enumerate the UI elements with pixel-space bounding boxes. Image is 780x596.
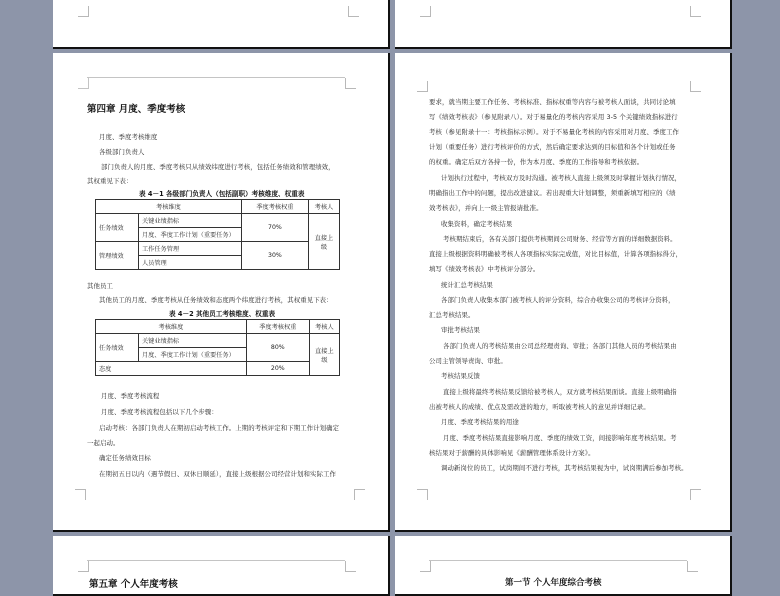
page-section-1 bbox=[395, 536, 732, 596]
table-other-staff bbox=[95, 319, 340, 376]
paragraph: 考核（参见附录十一：考核指标示例）。对于不易量化考核的内容采用对月度、季度工作 bbox=[429, 128, 679, 136]
page-top-right bbox=[395, 0, 732, 49]
paragraph: 审批考核结果 bbox=[441, 326, 480, 334]
table-cell: 20% bbox=[246, 362, 309, 376]
paragraph: 计划（重要任务）进行考核评价的方式，然后确定要求达到的目标值和各个计划或任务 bbox=[429, 143, 676, 151]
table-cell: 80% bbox=[246, 334, 309, 362]
paragraph: 一起启动。 bbox=[87, 439, 120, 447]
table-cell: 直接上级 bbox=[308, 214, 339, 270]
table-cell: 人员管理 bbox=[139, 256, 242, 270]
table-header: 季度考核权重 bbox=[246, 320, 309, 334]
page-chapter-5 bbox=[53, 536, 390, 596]
paragraph: 在期初五日以内（遇节假日、双休日顺延），直接上级根据公司经营计划和实际工作 bbox=[99, 470, 336, 478]
paragraph: 月度、季度考核结果直接影响月度、季度的绩效工资，间接影响年度考核结果。考 bbox=[443, 434, 677, 442]
page-top-left bbox=[53, 0, 390, 49]
paragraph: 的权重。确定后双方各持一份，作为本月度、季度的工作指导和考核依据。 bbox=[429, 158, 644, 166]
table-cell: 工作任务管理 bbox=[139, 242, 242, 256]
paragraph: 出被考核人的成绩、优点及需改进的地方，听取被考核人的意见并详细记录。 bbox=[429, 403, 650, 411]
table-cell: 态度 bbox=[96, 362, 247, 376]
table-header: 考核维度 bbox=[96, 200, 242, 214]
paragraph: 计划执行过程中，考核双方及时沟通。被考核人直接上级须及时掌握计划执行情况， bbox=[441, 174, 682, 182]
header-rule bbox=[87, 560, 345, 561]
table-cell: 管理绩效 bbox=[96, 242, 139, 270]
table-caption: 表 4－1 各级部门负责人（包括副职）考核维度、权重表 bbox=[139, 190, 305, 198]
paragraph: 考核期结束后，各有关部门提供考核期间公司财务、经营等方面的详细数据资料。 bbox=[443, 235, 677, 243]
table-cell: 关键业绩指标 bbox=[139, 214, 242, 228]
table-caption: 表 4－2 其他员工考核维度、权重表 bbox=[169, 310, 276, 318]
table-cell: 月度、季度工作计划（重要任务） bbox=[139, 228, 242, 242]
paragraph: 直接上级根据资料明确被考核人各项指标实际完成值，对比目标值，计算各项指标得分， bbox=[429, 250, 683, 258]
table-header: 考核人 bbox=[308, 200, 339, 214]
table-header: 季度考核权重 bbox=[241, 200, 308, 214]
table-dept-heads bbox=[95, 199, 340, 270]
paragraph: 考核结果反馈 bbox=[441, 372, 480, 380]
table-cell: 任务绩效 bbox=[96, 214, 139, 242]
paragraph: 填写《绩效考核表》中考核评分部分。 bbox=[429, 265, 540, 273]
paragraph: 月度、季度考核结果的用途 bbox=[441, 418, 519, 426]
paragraph: 收集资料，确定考核结果 bbox=[441, 220, 513, 228]
paragraph: 月度、季度考核维度 bbox=[99, 133, 158, 141]
header-rule bbox=[87, 77, 345, 78]
paragraph: 汇总考核结果。 bbox=[429, 311, 475, 319]
chapter-title: 第四章 月度、季度考核 bbox=[87, 104, 186, 115]
paragraph: 月度、季度考核流程包括以下几个步骤： bbox=[101, 408, 218, 416]
chapter-title: 第五章 个人年度考核 bbox=[89, 579, 178, 590]
paragraph: 统计汇总考核结果 bbox=[441, 281, 493, 289]
table-cell: 30% bbox=[241, 242, 308, 270]
paragraph: 各级部门负责人 bbox=[99, 148, 145, 156]
page-chapter-4 bbox=[53, 53, 390, 532]
header-rule bbox=[429, 560, 687, 561]
paragraph: 其权重见下表： bbox=[87, 177, 133, 185]
paragraph: 要求，就当期主要工作任务、考核标准、指标权重等内容与被考核人面谈，共同讨论填 bbox=[429, 98, 676, 106]
paragraph: 调动新岗位的员工，试岗期间不进行考核，其考核结果视为中，试岗期满后参加考核。 bbox=[441, 464, 688, 472]
paragraph: 公司主管领导责询、审批。 bbox=[429, 357, 507, 365]
table-header: 考核维度 bbox=[96, 320, 247, 334]
paragraph: 直接上级将最终考核结果反馈给被考核人，双方就考核结果面谈。直接上级明确指 bbox=[443, 388, 677, 396]
table-cell: 关键业绩指标 bbox=[139, 334, 247, 348]
table-cell: 直接上级 bbox=[309, 334, 339, 376]
table-cell: 70% bbox=[241, 214, 308, 242]
paragraph: 启动考核：各部门负责人在期初启动考核工作。上期的考核评定和下期工作计划确定 bbox=[99, 424, 340, 432]
paragraph: 确定任务绩效目标 bbox=[99, 454, 151, 462]
paragraph: 部门负责人的月度、季度考核只从绩效纬度进行考核，包括任务绩效和管理绩效， bbox=[101, 163, 335, 171]
paragraph: 月度、季度考核流程 bbox=[101, 392, 160, 400]
paragraph: 各部门负责人的考核结果由公司总经理责询、审批；各部门其他人员的考核结果由 bbox=[443, 342, 677, 350]
paragraph: 核结果对于薪酬的具体影响见《薪酬管理体系设计方案》。 bbox=[429, 449, 595, 457]
section-title: 第一节 个人年度综合考核 bbox=[505, 578, 602, 588]
paragraph: 其他员工 bbox=[87, 282, 113, 290]
paragraph: 写《绩效考核表》（参见附录八）。对于易量化的考核内容采用 3-5 个关键绩效指标进行 bbox=[429, 113, 678, 121]
table-header: 考核人 bbox=[309, 320, 339, 334]
paragraph: 各部门负责人收集本部门被考核人的评分资料，综合办收集公司的考核评分资料， bbox=[441, 296, 675, 304]
table-cell: 任务绩效 bbox=[96, 334, 139, 362]
paragraph: 其他员工的月度、季度考核从任务绩效和态度两个纬度进行考核，其权重见下表： bbox=[99, 296, 333, 304]
paragraph: 效考核表》，并向上一级主管报请批准。 bbox=[429, 204, 543, 212]
page-continued bbox=[395, 53, 732, 532]
paragraph: 明确指出工作中的问题，提出改进建议。若出现重大计划调整，须重新填写相应的《绩 bbox=[429, 189, 676, 197]
table-cell: 月度、季度工作计划（重要任务） bbox=[139, 348, 247, 362]
